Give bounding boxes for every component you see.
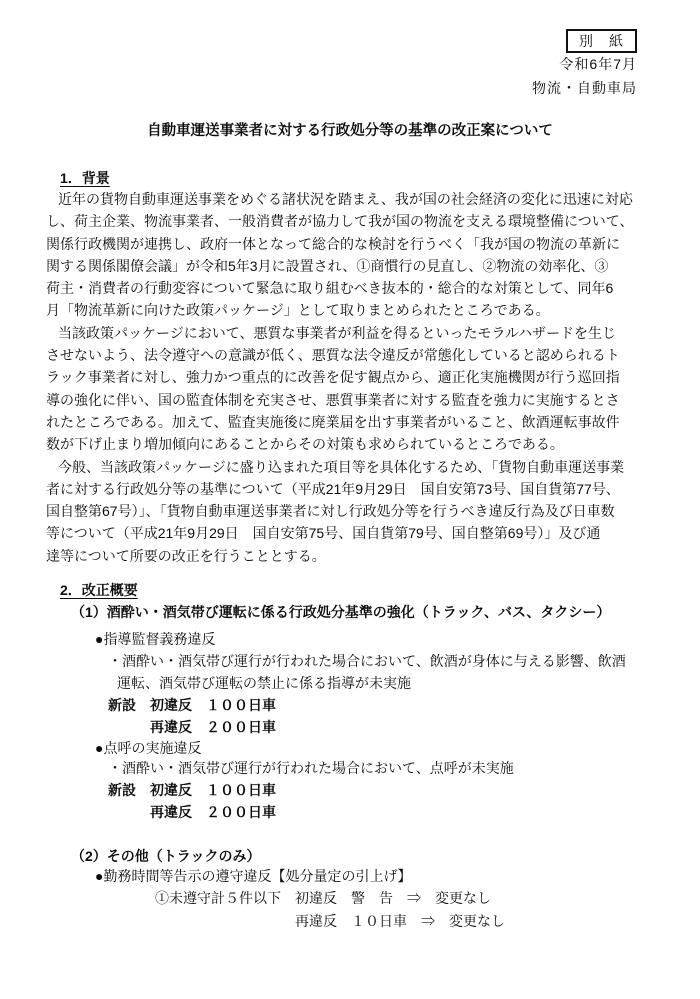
para2-line: 導の強化に伴い、国の監査体制を充実させ、悪質事業者に対する監査を強力に実施するとさ bbox=[46, 391, 620, 408]
document-date: 令和6年7月 bbox=[559, 56, 637, 72]
para1-line: 月「物流革新に向けた政策パッケージ」として取りまとめられたところである。 bbox=[46, 302, 550, 319]
document-title: 自動車運送事業者に対する行政処分等の基準の改正案について bbox=[147, 123, 553, 139]
item2-heading: （2）その他（トラックのみ） bbox=[71, 848, 261, 864]
para1-line: 関する関係閣僚会議」が令和5年3月に設置され、①商慣行の見直し、②物流の効率化、③ bbox=[46, 257, 609, 274]
para3-line: 国自整第67号）」、「貨物自動車運送事業者に対し行政処分等を行うべき違反行為及び日車数 bbox=[46, 503, 615, 520]
para1-line: し、荷主企業、物流事業者、一般消費者が協力して我が国の物流を支える環境整備について、 bbox=[46, 213, 634, 230]
para3-line: 今般、当該政策パッケージに盛り込まれた項目等を具体化するため、「貨物自動車運送事業 bbox=[58, 458, 625, 475]
para3-line: 達等について所要の改正を行うこととする。 bbox=[46, 547, 326, 564]
para2-line: 数が下げ止まり増加傾向にあることからその対策も求められているところである。 bbox=[46, 436, 564, 453]
para2-line: ラック事業者に対し、強力かつ重点的に改善を促す観点から、適正化実施機関が行う巡回指 bbox=[46, 369, 620, 386]
para1-line: 関係行政機関が連携し、政府一体となって総合的な検討を行うべく「我が国の物流の革新に bbox=[46, 235, 620, 252]
item2-rule-line-repeat: 再違反 １０日車 ⇒ 変更なし bbox=[295, 913, 505, 929]
item1-bullet2-penalty-repeat: 再違反 ２００日車 bbox=[150, 804, 276, 820]
para2-line: れたところである。加えて、監査実施後に廃業届を出す事業者がいること、飲酒運転事故件 bbox=[46, 413, 620, 430]
section1-body bbox=[46, 188, 652, 567]
item1-bullet1-note-line: ・酒酔い・酒気帯び運行が行われた場合において、飲酒が身体に与える影響、飲酒 bbox=[108, 653, 626, 669]
para3-line: 等について（平成21年9月29日 国自安第75号、国自貨第79号、国自整第69号）」及び通 bbox=[46, 525, 601, 542]
item1-bullet1-penalty-repeat: 再違反 ２００日車 bbox=[150, 719, 276, 735]
section2-heading: 2．改正概要 bbox=[60, 582, 138, 598]
item1-bullet1-note-line: 運転、酒気帯び運転の禁止に係る指導が未実施 bbox=[117, 675, 411, 691]
para1-line: 荷主・消費者の行動変容について緊急に取り組むべき抜本的・総合的な対策として、同年6 bbox=[46, 280, 614, 297]
section1-heading: 1．背景 bbox=[60, 170, 110, 186]
item1-bullet2-note-line: ・酒酔い・酒気帯び運行が行われた場合において、点呼が未実施 bbox=[108, 760, 514, 776]
issuing-bureau: 物流・自動車局 bbox=[532, 80, 637, 96]
attachment-label-box bbox=[566, 29, 637, 53]
item1-bullet2-penalty-first: 新設 初違反 １００日車 bbox=[108, 782, 276, 798]
item2-bullet-working-hours-violation: ●勤務時間等告示の遵守違反【処分量定の引上げ】 bbox=[95, 868, 412, 884]
para2-line: させないよう、法令遵守への意識が低く、悪質な法令違反が常態化していると認められるト bbox=[46, 347, 620, 364]
item2-rule-line-first: ①未遵守計５件以下 初違反 警 告 ⇒ 変更なし bbox=[155, 890, 491, 906]
para1-line: 近年の貨物自動車運送事業をめぐる諸状況を踏まえ、我が国の社会経済の変化に迅速に対応 bbox=[58, 191, 633, 207]
para2-line: 当該政策パッケージにおいて、悪質な事業者が利益を得るといったモラルハザードを生じ bbox=[58, 324, 617, 341]
item1-heading: （1）酒酔い・酒気帯び運転に係る行政処分基準の強化（トラック、バス、タクシー） bbox=[71, 604, 611, 620]
item1-bullet-guidance-violation: ●指導監督義務違反 bbox=[95, 631, 216, 647]
para3-line: 者に対する行政処分等の基準について（平成21年9月29日 国自安第73号、国自貨第77号、 bbox=[46, 480, 620, 497]
item1-bullet1-penalty-first: 新設 初違反 １００日車 bbox=[108, 697, 276, 713]
attachment-label: 別 紙 bbox=[579, 33, 624, 49]
item1-bullet-rollcall-violation: ●点呼の実施違反 bbox=[95, 740, 202, 756]
